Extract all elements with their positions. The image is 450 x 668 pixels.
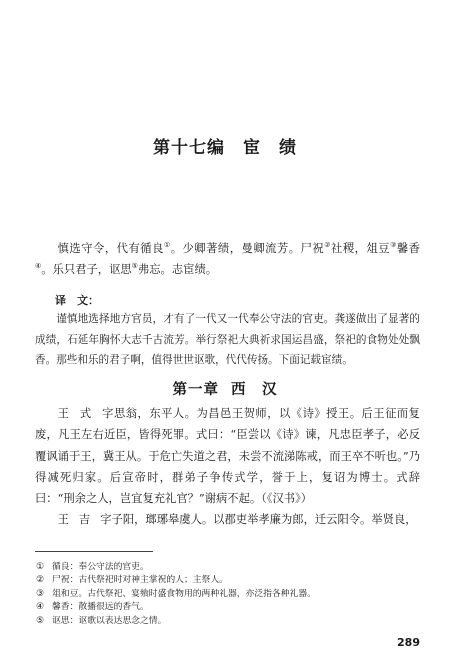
footnote-number: ① [36, 562, 44, 572]
original-paragraph: 慎选守令，代有循良①。少卿著绩，曼卿流芳。尸祝②社稷，俎豆③馨香④。乐只君子，讴思⑤弗忘。志宦绩。 [35, 241, 420, 276]
person-name: 王 [57, 407, 70, 420]
footnote-ref-3[interactable]: ③ [390, 241, 397, 250]
part-number: 第十七编 [153, 138, 225, 158]
page-number: 289 [397, 636, 420, 649]
biography-text: 字思翁，东平人。为昌邑王贺师，以《诗》授王。后王征而复废，凡王左右近臣，皆得死罪。式曰：“臣尝以《诗》谏，凡忠臣孝子，必反覆讽诵于王，冀王从。于危亡失道之君，未尝不流涕陈戒，而王卒不听也。”乃得减死归家。后宣帝时，群弟子争传式学，誉于上，复诏为博士。式辞曰：“刑余之人，岂宜复充礼官？”谢病不起。（《汉书》） [35, 407, 420, 506]
footnote-item [36, 615, 416, 628]
biography-text: 字子阳，瑯琊皋虞人。以郡吏举孝廉为郎，迁云阳令。举贤良， [100, 513, 417, 527]
footnote-ref-4[interactable]: ④ [35, 262, 42, 271]
part-name: 宦 绩 [243, 138, 297, 158]
biography-paragraph [35, 509, 420, 530]
footnote-ref-1[interactable]: ① [163, 241, 171, 250]
footnote-number: ② [36, 575, 44, 586]
biography-paragraph [35, 403, 420, 509]
original-text [35, 238, 420, 280]
footnote-text: 尸祝：古代祭祀时对神主掌祝的人；主祭人。 [52, 575, 228, 586]
footnote-divider [35, 551, 153, 552]
part-title [0, 133, 450, 158]
translation-paragraph: 谨慎地选择地方官员，才有了一代又一代奉公守法的官吏。龚遂做出了显著的成绩，石延年胸怀大志千古流芳。举行祭祀大典祈求国运昌盛，祭祀的食物处处飘香。那些和乐的君子啊，值得世世讴歌，代代传扬。下面记载宦绩。 [35, 313, 420, 366]
footnote-text: 讴思：讴歌以表达思念之情。 [52, 615, 167, 626]
person-name: 王 [57, 513, 69, 527]
footnote-list [36, 561, 416, 628]
footnote-ref-2[interactable]: ② [324, 241, 332, 250]
footnote-item [36, 601, 416, 614]
chapter-body [35, 403, 420, 531]
footnote-item [36, 588, 416, 601]
footnote-item [36, 561, 416, 574]
translation-label: 译 文： [55, 294, 99, 307]
chapter-title [0, 378, 450, 399]
chapter-name: 西 汉 [231, 382, 278, 398]
person-name: 吉 [78, 513, 91, 527]
person-name: 式 [79, 407, 92, 420]
footnote-text: 俎和豆。古代祭祀、宴飨时盛食物用的两种礼器，亦泛指各种礼器。 [52, 588, 316, 599]
footnote-number: ④ [36, 602, 44, 613]
footnote-number: ③ [36, 588, 44, 599]
footnote-text: 循良：奉公守法的官吏。 [52, 562, 149, 572]
footnote-number: ⑤ [36, 615, 44, 626]
chapter-number: 第一章 [172, 382, 219, 398]
footnote-text: 馨香：散播很远的香气。 [52, 602, 149, 613]
footnote-item [36, 574, 416, 587]
footnote-ref-5[interactable]: ⑤ [131, 262, 138, 271]
